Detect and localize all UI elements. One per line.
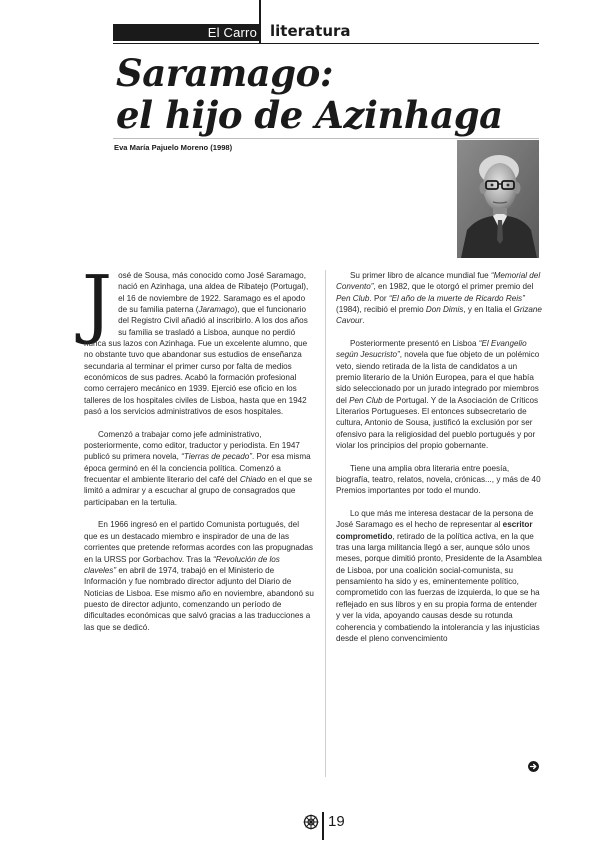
italic-text: “El Evangelio según Jesucristo” <box>336 339 527 360</box>
byline: Eva María Pajuelo Moreno (1998) <box>114 143 233 152</box>
paragraph <box>336 270 542 327</box>
bold-text: escritor comprometido <box>336 520 533 541</box>
italic-text: “Revolución de los claveles” <box>84 554 280 575</box>
ship-wheel-icon <box>303 814 319 830</box>
column-right <box>336 270 542 644</box>
paragraph <box>336 463 542 497</box>
body-text: osé de Sousa, más conocido como José Saramago, nació en Azinhaga, una aldea de Ribatejo (Portugal), el 16 de noviembre de 1922. Saramago es el apodo de su familia paterna ( <box>118 271 309 315</box>
body-text: en el que se limitó a admirar y a escuchar al grupo de consagrados que participaban en la tertulia. <box>84 475 313 507</box>
body-text: Comenzó a trabajar como jefe administrativo, posteriormente, como editor, traductor y periodista. En 1947 publicó su primera novela, <box>84 429 300 462</box>
body-text: . Por esa misma época germinó en él la conciencia política. Comenzó a frecuentar el ambiente literario del café del <box>84 452 311 485</box>
body-text: , en 1982, que le otorgó el primer premio del <box>373 282 534 292</box>
column-left <box>82 259 314 633</box>
author-portrait <box>457 140 539 258</box>
body-text: ), que el funcionario del Registro Civil añadió al inscribirlo. A los dos años su familia se trasladó a Lisboa, aunque no perdió nunca sus lazos con Azinhaga. Fue un excelente alumno, que no obstante tuvo que abandonar sus estudios de enseñanza secundaria al terminar el primer curso por falta de medios económicos de sus padres. Acabó la formación profesional como cerrajero mecánico en 1939. Ejerció ese oficio en los talleres de los hospitales civiles de Lisboa, hasta que en 1942 pasó a los servicios administrativos de esos hospitales. <box>84 305 308 417</box>
paragraph <box>84 429 314 508</box>
arrow-right-circle-icon <box>528 761 539 772</box>
italic-text: “El año de la muerte de Ricardo Reis” <box>388 293 525 303</box>
title-rule <box>113 138 539 139</box>
body-text: de Portugal. Y de la Asociación de Críticos Literarios Portugueses. El entonces subsecretario de cultura, Antonio de Sousa, justificó la exclusión por ser ofensivo para la religiosidad del pueblo portugués y por violar los principios del propio gobernante. <box>336 395 539 451</box>
paragraph <box>336 508 542 644</box>
footer-divider <box>322 812 324 840</box>
body-text: . <box>362 316 365 326</box>
article-title <box>116 52 536 136</box>
italic-text: “Tierras de pecado” <box>181 452 252 462</box>
drop-cap: J <box>82 259 113 347</box>
paragraph <box>336 338 542 451</box>
title-line-1: Saramago: <box>116 51 333 95</box>
body-text: Tiene una amplia obra literaria entre poesía, biografía, teatro, relatos, novela, crónicas..., y más de 40 Premios importantes por todo el mundo. <box>336 463 541 496</box>
body-text: . Por <box>369 293 389 303</box>
column-divider <box>325 270 326 777</box>
header-divider <box>259 0 261 44</box>
body-text: En 1966 ingresó en el partido Comunista portugués, del que es un destacado miembro e inspirador de una de las corrientes que pretende reformas acordes con las propugnadas en la URSS por Gorbachov. Tras la <box>84 520 313 564</box>
body-text: en abril de 1974, trabajó en el Ministerio de Información y fue nombrado director adjunto del Diario de Noticias de Lisboa. Ese mismo año en noviembre, abandonó su puesto de director adjunto, comenzando un período de dificultades económicas que salvó gracias a las traducciones a las que se dedicó. <box>84 565 314 632</box>
header-rule <box>113 43 539 44</box>
body-text: Posteriormente presentó en Lisboa <box>350 339 479 349</box>
italic-text: Jaramago <box>198 305 235 315</box>
page-number: 19 <box>328 813 345 830</box>
body-text: , retirado de la política activa, en la que tras una larga militancia llegó a ser, aunque sólo unos meses, porque dimitió pronto, Presidente de la Asamblea de Lisboa, por una coalición social-comunista, su pensamiento ha sido y es, eminentemente político, comprometido con las fuerzas de izquierda, lo que se ha reflejado en sus libros y en su propia forma de entender y ver la vida, apoyando causas desde su rotunda coherencia y combatiendo la intolerancia y las injusticias desde el pleno convencimiento <box>336 531 542 643</box>
italic-text: Grizane Cavour <box>336 305 542 326</box>
italic-text: Pen Club <box>349 395 383 405</box>
paragraph <box>84 519 314 632</box>
body-text: , novela que fue objeto de un polémico veto, siendo retirada de la lista de candidatos a un premio literario de la Unión Europea, para el que había sido seleccionado por un jurado integrado por miembros del <box>336 350 540 405</box>
topic-label: literatura <box>270 22 351 40</box>
italic-text: Pen Club <box>336 293 370 303</box>
body-text: Lo que más me interesa destacar de la persona de José Saramago es el hecho de representar al <box>336 509 534 530</box>
body-text: (1984), recibió el premio <box>336 305 426 315</box>
italic-text: Don Dimis <box>425 305 464 315</box>
body-text: Su primer libro de alcance mundial fue <box>350 271 491 280</box>
italic-text: “Memorial del Convento” <box>336 271 541 292</box>
title-line-2: el hijo de Azinhaga <box>116 93 503 137</box>
italic-text: Chiado <box>239 475 266 485</box>
section-name: El Carro <box>207 25 257 40</box>
body-text: , y en Italia el <box>463 305 514 315</box>
paragraph <box>82 259 314 417</box>
